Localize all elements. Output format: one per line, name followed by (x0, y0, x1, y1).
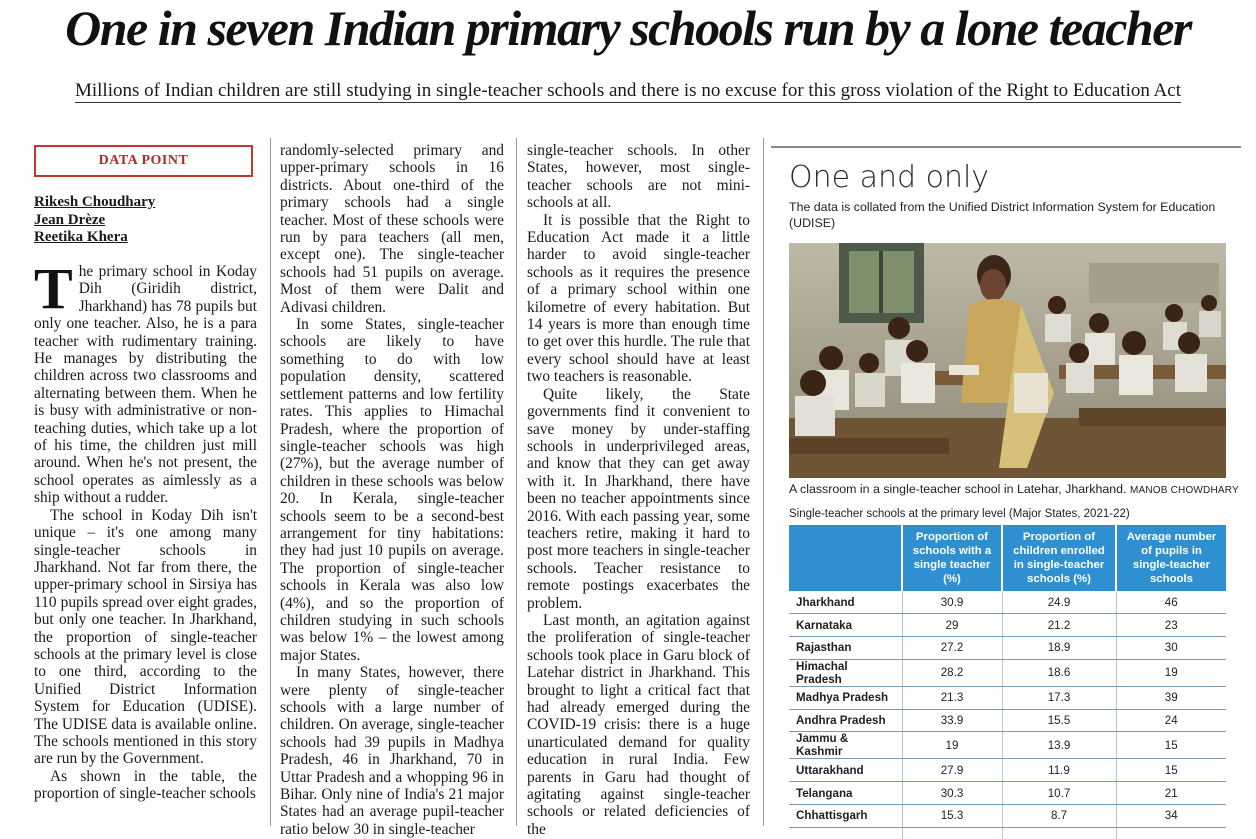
table-row (789, 805, 1226, 828)
author-link[interactable]: Jean Drèze (34, 211, 106, 228)
value-cell: 15.5 (1002, 709, 1116, 732)
value-cell: 30.9 (902, 591, 1002, 614)
value-cell: 21.2 (1002, 614, 1116, 637)
value-cell: 19 (902, 732, 1002, 759)
article-column-3 (527, 142, 750, 838)
sidebar-top-rule (771, 146, 1241, 148)
state-cell: Jammu & Kashmir (789, 732, 902, 759)
state-cell: Jharkhand (789, 591, 902, 614)
table-header-avg-pupils: Average number of pupils in single-teacher schools (1116, 525, 1226, 591)
value-cell: 15 (1116, 732, 1226, 759)
headline: One in seven Indian primary schools run by a lone teacher (65, 0, 1191, 56)
article-paragraph: It is possible that the Right to Education Act made it a little harder to avoid single-teacher schools as it requires the presence of a primary school within one kilometre of every habitation. But 14 years is more than enough time to get over this hurdle. The rule that every school should have at least two teachers is reasonable. (527, 211, 750, 386)
value-cell (1116, 827, 1226, 839)
table-row (789, 709, 1226, 732)
standfirst-text: Millions of Indian children are still studying in single-teacher schools and there is no excuse for this gross violation of the Right to Education Act (74, 80, 1181, 101)
state-cell: Telangana (789, 782, 902, 805)
article-paragraph: Last month, an agitation against the proliferation of single-teacher schools took place in Garu block of Latehar district in Jharkhand. This brought to light a critical fact that had already emerged during the COVID-19 crisis: there is a huge unarticulated demand for quality education in rural India. Few parents in Garu had thought of agitating against single-teacher schools or related deficiencies of the (527, 611, 750, 838)
table-row (789, 637, 1226, 660)
classroom-photo-illustration (789, 243, 1226, 478)
photo-caption (789, 482, 1239, 498)
value-cell: 8.7 (1002, 805, 1116, 828)
table-row (789, 759, 1226, 782)
table-row (789, 614, 1226, 637)
value-cell: 23 (1116, 614, 1226, 637)
article-paragraph: The primary school in Koday Dih (Giridih district, Jharkhand) has 78 pupils but only one teacher. Also, he is a para teacher with rudimentary training. He manages by distributing the children across two classrooms and alternating between them. When he is busy with administrative or non-teaching duties, which take up a lot of his time, the children just mill around. When he's not present, the school operates as aimlessly as a ship without a rudder. (34, 256, 257, 507)
table-header-row (789, 525, 1226, 591)
state-cell: Andhra Pradesh (789, 709, 902, 732)
table-row (789, 686, 1226, 709)
value-cell: 18.9 (1002, 637, 1116, 660)
table-row-cut-off (789, 827, 1226, 839)
author-link[interactable]: Rikesh Choudhary (34, 194, 156, 210)
author-list (34, 194, 155, 247)
value-cell: 30.3 (902, 782, 1002, 805)
sidebar-title: One and only (789, 160, 990, 195)
single-teacher-table (789, 525, 1226, 839)
value-cell: 17.3 (1002, 686, 1116, 709)
value-cell: 13.9 (1002, 732, 1116, 759)
value-cell: 39 (1116, 686, 1226, 709)
value-cell: 27.9 (902, 759, 1002, 782)
table-header-school-share: Proportion of schools with a single teacher (%) (902, 525, 1002, 591)
value-cell: 21.3 (902, 686, 1002, 709)
table-header-state (789, 525, 902, 591)
state-cell: Himachal Pradesh (789, 659, 902, 686)
state-cell: Uttarakhand (789, 759, 902, 782)
author-link[interactable]: Reetika Khera (34, 229, 128, 245)
article-paragraph: Quite likely, the State governments find it convenient to save money by under-staffing schools in underprivileged areas, and know that they can get away with it. In Jharkhand, there have been no teacher appointments since 2016. With each passing year, some teachers retire, making it hard to post more teachers in single-teacher schools. Teacher resistance to remote postings exacerbates the problem. (527, 385, 750, 612)
state-cell: Chhattisgarh (789, 805, 902, 828)
classroom-photo (789, 243, 1226, 478)
value-cell: 30 (1116, 637, 1226, 660)
value-cell: 15 (1116, 759, 1226, 782)
value-cell: 11.9 (1002, 759, 1116, 782)
value-cell: 19 (1116, 659, 1226, 686)
value-cell (1002, 827, 1116, 839)
value-cell: 46 (1116, 591, 1226, 614)
state-cell: Rajasthan (789, 637, 902, 660)
value-cell (902, 827, 1002, 839)
value-cell: 34 (1116, 805, 1226, 828)
article-paragraph: single-teacher schools. In other States, however, most single-teacher schools are not mini-schools at all. (527, 142, 750, 212)
article-paragraph: randomly-selected primary and upper-primary schools in 16 districts. About one-third of the primary schools had a single teacher. Most of these schools were run by para teachers (all men, except one). The single-teacher schools had 51 pupils on average. Most of them were Dalit and Adivasi children. (280, 142, 504, 316)
value-cell: 28.2 (902, 659, 1002, 686)
column-divider (763, 138, 764, 826)
state-cell: Madhya Pradesh (789, 686, 902, 709)
value-cell: 29 (902, 614, 1002, 637)
value-cell: 18.6 (1002, 659, 1116, 686)
article-column-1 (34, 256, 257, 803)
article-column-2 (280, 142, 504, 838)
state-cell (789, 827, 902, 839)
table-row (789, 591, 1226, 614)
photo-credit: MANOB CHOWDHARY (1129, 485, 1239, 496)
data-point-label: DATA POINT (34, 145, 253, 177)
value-cell: 24 (1116, 709, 1226, 732)
photo-caption-text: A classroom in a single-teacher school in Latehar, Jharkhand. (789, 482, 1127, 496)
table-label: Single-teacher schools at the primary level (Major States, 2021-22) (789, 508, 1130, 520)
value-cell: 27.2 (902, 637, 1002, 660)
column-divider (516, 138, 517, 826)
value-cell: 15.3 (902, 805, 1002, 828)
value-cell: 21 (1116, 782, 1226, 805)
value-cell: 24.9 (1002, 591, 1116, 614)
value-cell: 10.7 (1002, 782, 1116, 805)
article-paragraph: In some States, single-teacher schools are likely to have something to do with low population density, scattered settlement patterns and low fertility rates. This applies to Himachal Pradesh, where the proportion of single-teacher schools was high (27%), but the average number of children in these schools was below 20. In Kerala, single-teacher schools seem to be a second-best arrangement for tiny habitations: they had just 10 pupils on average. The proportion of single-teacher schools in Kerala was also low (4%), and so the proportion of children studying in such schools was below 1% – the lowest among major States. (280, 316, 504, 664)
sidebar-subtitle: The data is collated from the Unified District Information System for Education (UDISE) (789, 200, 1216, 230)
value-cell: 33.9 (902, 709, 1002, 732)
article-paragraph: The school in Koday Dih isn't unique – it's one among many single-teacher schools in Jharkhand. Not far from there, the upper-primary school in Sirsiya has 110 pupils spread over eight grades, but only one teacher. In Jharkhand, the proportion of single-teacher schools at the primary level is close to one third, according to the Unified District Information System for Education (UDISE). The UDISE data is available online. The schools mentioned in this story are run by the Government. (34, 506, 257, 768)
state-cell: Karnataka (789, 614, 902, 637)
article-paragraph: As shown in the table, the proportion of single-teacher schools (34, 767, 257, 803)
standfirst (0, 80, 1256, 102)
table-row (789, 782, 1226, 805)
table-header-children-share: Proportion of children enrolled in single-teacher schools (%) (1002, 525, 1116, 591)
table-row (789, 659, 1226, 686)
article-paragraph: In many States, however, there were plenty of single-teacher schools with a large number of children. On average, single-teacher schools had 39 pupils in Madhya Pradesh, 46 in Jharkhand, 70 in Uttar Pradesh and a whopping 96 in Bihar. Only nine of India's 21 major States had an average pupil-teacher ratio below 30 in single-teacher (280, 664, 504, 838)
table-row (789, 732, 1226, 759)
column-divider (270, 138, 271, 826)
drop-cap: T (34, 256, 73, 321)
